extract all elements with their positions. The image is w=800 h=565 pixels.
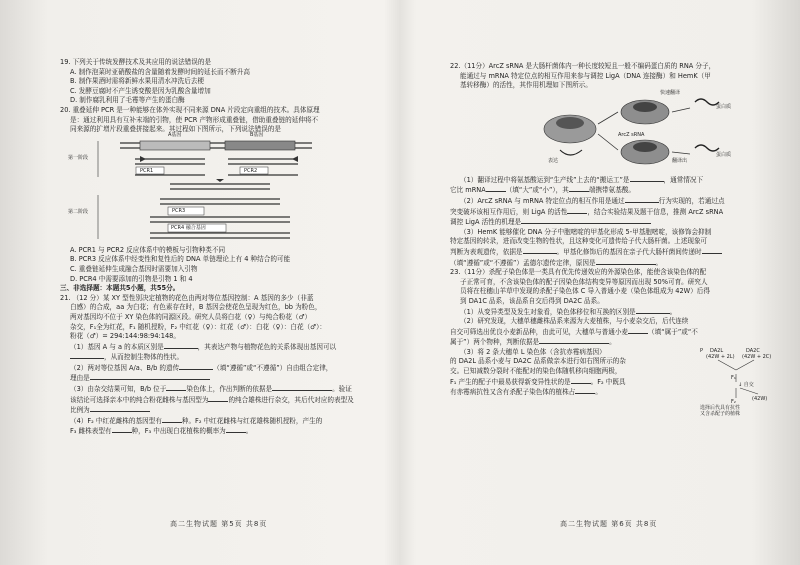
q21-sub4d: 种，F₃ 中出现白花植株的概率为: [131, 427, 226, 436]
answer-blank[interactable]: [523, 247, 557, 254]
q20-stem-1: 20. 重叠延伸 PCR 是一种能够在体外实现不同来源 DNA 片段定向重组的技术。具体原理: [60, 105, 320, 114]
q21-sub3: （3）由杂交结果可知，B/b 位于: [70, 385, 167, 394]
q22-line-2: 能通过与 mRNA 特定位点的相互作用来参与调控 LigA（DNA 连接酶）和 HemK（甲: [460, 71, 711, 80]
q23-sub2d: 属于”）两个物种，判断依据是: [450, 338, 540, 347]
section-heading: 三、非选择题：本题共5小题，共55分。: [60, 284, 180, 293]
q23-sub1b: 。: [669, 307, 677, 316]
answer-blank[interactable]: [486, 185, 506, 192]
selection-note-2: 又含杀配子的植株: [700, 411, 741, 418]
parent-da2c-karyotype: (42W + 2C): [742, 354, 772, 361]
answer-blank[interactable]: [571, 377, 591, 384]
arcz-mechanism-figure: [540, 89, 740, 172]
q23-sub3c: 交。已知减数分裂时不能配对的染色体随机移向细胞两极，: [450, 367, 622, 376]
q20-option-a: A. PCR1 与 PCR2 反应体系中的模板与引物种类不同: [70, 245, 226, 254]
fig-label-protein-2: 蛋白质: [716, 151, 732, 158]
q22-sub2e: 调控 LigA 活性的机理是: [450, 218, 522, 227]
q22-sub2c: 突变破坏该相互作用后，则 LigA 的活性: [450, 207, 568, 216]
fig-label-expression: 表达: [548, 157, 559, 164]
overlap-pcr-diagram: [68, 131, 350, 243]
q23-sub3: （3）将 2 条大穗单 L 染色体（含抗赤霉病基因）: [460, 347, 606, 356]
answer-blank[interactable]: [521, 217, 651, 224]
q20-option-c: C. 重叠链延伸生成融合基因时需要加入引物: [70, 264, 198, 273]
pcr2-label: PCR2: [244, 167, 258, 174]
parent-da2l: DA2L: [710, 348, 724, 355]
q22-sub3f: 。: [655, 258, 663, 267]
q21-sub3c: 。验证: [332, 385, 352, 394]
pcr3-label: PCR3: [172, 207, 186, 214]
self-cross-label: ↓ 自交: [738, 382, 754, 389]
q21-sub2b: （填“遵循”或“不遵循”）自由组合定律，: [213, 363, 333, 372]
q20-option-b: B. PCR3 反应体系中经变性和复性后的 DNA 单链理论上有 4 种结合的可能: [70, 255, 291, 264]
answer-blank[interactable]: [575, 387, 595, 394]
q21-sub3b: 染色体上，作出判断的依据是: [186, 385, 273, 394]
selection-note-1: 选择后代具有抗性: [700, 405, 741, 412]
answer-blank[interactable]: [569, 185, 589, 192]
q19-option-b: B. 制作果酒时需将新鲜水果用清水冲洗后去梗: [70, 77, 204, 86]
answer-blank[interactable]: [625, 196, 659, 203]
q23-line-2: 子正常可育，不含该染色体的配子因染色体结构变异等原因而出现 50%可育。研究人: [460, 277, 708, 286]
q21-sub2: （2）两对等位基因 A/a、B/b 的遗传: [70, 363, 180, 372]
f1-label: F₁: [731, 375, 736, 382]
fig-label-fast-translation: 快速翻译: [660, 89, 681, 96]
stage-2-label: 第二阶段: [68, 208, 89, 215]
q22-sub2b: 行为实现的，若通过点: [658, 196, 725, 205]
page-6: [400, 0, 800, 565]
q22-sub3e: （填“遵循”或“不遵循”）孟德尔遗传定律，原因是: [450, 258, 596, 267]
q22-sub3d: 。甲基化修饰后的基因在亲子代大肠杆菌间传递时: [556, 247, 702, 256]
q21-sub2c: 理由是: [70, 374, 90, 383]
right-column: [450, 62, 772, 418]
q23-sub1: （1）从变异类型及发生对象看，染色体移位和互换的区别是: [460, 307, 636, 316]
q22-sub2d: ，结合实验结果及题干信息，推测 ArcZ sRNA: [587, 207, 724, 216]
question-20: [60, 106, 370, 284]
answer-blank[interactable]: [226, 426, 246, 433]
q23-line-4: 到 DA1C 品系，该品系自交后得到 DA2C 品系。: [460, 296, 604, 305]
stage-1-label: 第一阶段: [68, 154, 89, 161]
pcr-schematic: [90, 137, 350, 243]
q22-sub2: （2）ArcZ sRNA 与 mRNA 特定位点的相互作用是通过: [460, 196, 625, 205]
q22-line-3: 基转移酶）的活性，其作用机理如下图所示。: [460, 81, 592, 90]
answer-blank[interactable]: [162, 416, 182, 423]
fig-label-protein: 蛋白质: [716, 103, 732, 110]
q22-sub1: （1）翻译过程中将氨基酸运到“生产线”上去的“搬运工”是: [460, 175, 630, 184]
answer-blank[interactable]: [166, 384, 186, 391]
answer-blank[interactable]: [596, 258, 656, 265]
parent-da2l-karyotype: (42W + 2L): [706, 354, 735, 361]
q23-sub3e: 。F₂ 中既具: [590, 377, 626, 386]
q23-sub3d: F₁ 产生的配子中最易获得新变异性状的是: [450, 377, 571, 386]
question-22: [450, 62, 768, 268]
q23-line-3: 员将在柱穗山羊草中发现的杀配子染色体 C 导入普通小麦（染色体组成为 42W）后得: [460, 287, 710, 296]
answer-blank[interactable]: [272, 384, 332, 391]
page-footer-right: 高二生物试题 第6页 共8页: [560, 520, 658, 528]
cross-diagram: [700, 348, 772, 416]
answer-blank[interactable]: [208, 395, 228, 402]
q21-line-5: 粉花（♂）= 294:144:98:94:148。: [70, 332, 180, 341]
answer-blank[interactable]: [164, 342, 198, 349]
answer-blank[interactable]: [112, 426, 132, 433]
q19-option-c: C. 发酵豆腐时不产生诱变酸是因为乳酸含量增加: [70, 86, 211, 95]
q22-sub1e: 端携带氨基酸。: [588, 186, 636, 195]
gene-b-label: B基因: [250, 131, 264, 138]
q21-sub3e: 的纯合雄株进行杂交，其后代对应的表型及: [228, 395, 354, 404]
q22-sub1d: （填“大”或“小”），其: [505, 186, 569, 195]
answer-blank[interactable]: [90, 405, 150, 412]
q22-sub1c: 它比 mRNA: [450, 186, 486, 195]
q21-sub4c: F₃ 雌株表型有: [70, 427, 112, 436]
answer-blank[interactable]: [90, 373, 210, 380]
q23-sub2: （2）研究发现，大穗单穗雌株品系来源为大麦植株，与小麦杂交后，后代连续: [460, 317, 689, 326]
q19-option-d: D. 制作腐乳利用了毛霉等产生的蛋白酶: [70, 96, 185, 105]
q23-sub3g: 。: [595, 388, 602, 397]
question-19: [60, 58, 370, 106]
q19-option-a: A. 制作泡菜时亚硝酸盐的含量随着发酵时间的延长而不断升高: [70, 67, 251, 76]
answer-blank[interactable]: [70, 352, 104, 359]
q21-line-1: 21. （12 分）某 XY 型性别决定植物的花色由两对等位基因控制：A 基因的多少（非蓝: [60, 293, 314, 302]
q21-sub1: （1）基因 A 与 a 的本质区别是: [70, 342, 164, 351]
answer-blank[interactable]: [628, 327, 648, 334]
q23-sub2b: 自交可筛选出优良小麦新品种，由此可见，大穗单与普通小麦: [450, 327, 629, 336]
left-column: [60, 58, 370, 437]
fig-label-translated: 翻译出: [672, 157, 688, 164]
q20-stem-3: 同来源的扩增片段重叠拼接起来。其过程如下图所示，下列说法错误的是: [70, 125, 281, 134]
q22-line-1: 22.（11分）ArcZ sRNA 是大肠杆菌体内一种长度较短且一般不编码蛋白质的 RNA 分子，: [450, 62, 716, 70]
q23-sub2c: （填“属于”或“不: [648, 327, 698, 336]
w-karyotype: (42W): [752, 396, 768, 403]
answer-blank[interactable]: [539, 337, 609, 344]
f2-label: F₂: [731, 399, 736, 406]
gene-a-label: A基因: [168, 131, 182, 138]
q21-line-3: 两对基因均不位于 XY 染色体的同源区段。研究人员将白花（♀）与纯合粉花（♂）: [70, 312, 312, 321]
q19-stem: 19. 下列关于传统发酵技术及其应用的说法错误的是: [60, 58, 212, 66]
q23-sub3b: 的 DA2L 品系小麦与 DA2C 品系做亲本进行如右图所示的杂: [450, 357, 626, 366]
answer-blank[interactable]: [702, 247, 722, 254]
fig-label-arcz: ArcZ sRNA: [618, 131, 645, 138]
q23-sub3f: 有赤霉病抗性又含有杀配子染色体的植株占: [450, 388, 576, 397]
q20-stem-2: 是：通过利用具有互补末端的引物，使 PCR 产物形成重叠链，借助重叠链的延伸将不: [70, 115, 319, 124]
page-footer-left: 高二生物试题 第5页 共8页: [170, 520, 268, 528]
answer-blank[interactable]: [567, 207, 587, 214]
q21-sub1c: ，从而控制生物体的性状。: [104, 353, 184, 362]
pcr4-label: PCR4 融合基因: [171, 224, 206, 231]
q21-sub4b: 种。F₂ 中红花雌株与红花雄株随机授粉，产生的: [181, 416, 323, 425]
q21-line-2: 白感）的合成，aa 为白花；有色素存在时，B 基因会使花色呈现为红色，bb 为粉色，: [70, 303, 322, 312]
q20-option-d: D. PCR4 中需要添加的引物是引物 1 和 4: [70, 274, 193, 283]
q22-sub3b: 特定基因的转录，进而改变生物的性状，且这种变化可遗传给子代大肠杆菌。上述现象可: [450, 237, 708, 246]
answer-blank[interactable]: [636, 307, 670, 314]
q21-sub3f: 比例为: [70, 406, 90, 415]
q21-sub1b: ，其表达产物与植物花色的关系体现出基因可以: [197, 342, 337, 351]
pcr1-label: PCR1: [140, 167, 154, 174]
q21-sub4: （4）F₂ 中红花雌株的基因型有: [70, 416, 162, 425]
question-21: [60, 294, 370, 437]
q21-sub3d: 该结论可选择亲本中的纯合粉花雌株与基因型为: [70, 395, 209, 404]
q21-sub4e: 。: [245, 427, 253, 436]
q23-sub2e: 。: [609, 338, 616, 347]
q22-sub1b: ，通常情况下: [663, 175, 704, 184]
q21-line-4: 杂交，F₁全为红花，F₁ 随机授粉，F₂ 中红花（♀）：红花（♂）：白花（♀）：白花（♂）：: [70, 322, 326, 331]
q22-sub3c: 判断为表观遗传，依据是: [450, 247, 523, 256]
answer-blank[interactable]: [630, 175, 664, 182]
answer-blank[interactable]: [179, 363, 213, 370]
q23-line-1: 23.（11分）杀配子染色体是一类具有优先传递效应的外源染色体，能使含该染色体的配: [450, 268, 707, 277]
q22-sub3: （3）HemK 能够催化 DNA 分子中胞嘧啶的甲基化形成 5-甲基胞嘧啶，该修饰会抑制: [460, 227, 712, 236]
question-23: [450, 268, 772, 418]
parent-da2c: DA2C: [746, 348, 760, 355]
p-generation-label: P: [700, 348, 704, 355]
